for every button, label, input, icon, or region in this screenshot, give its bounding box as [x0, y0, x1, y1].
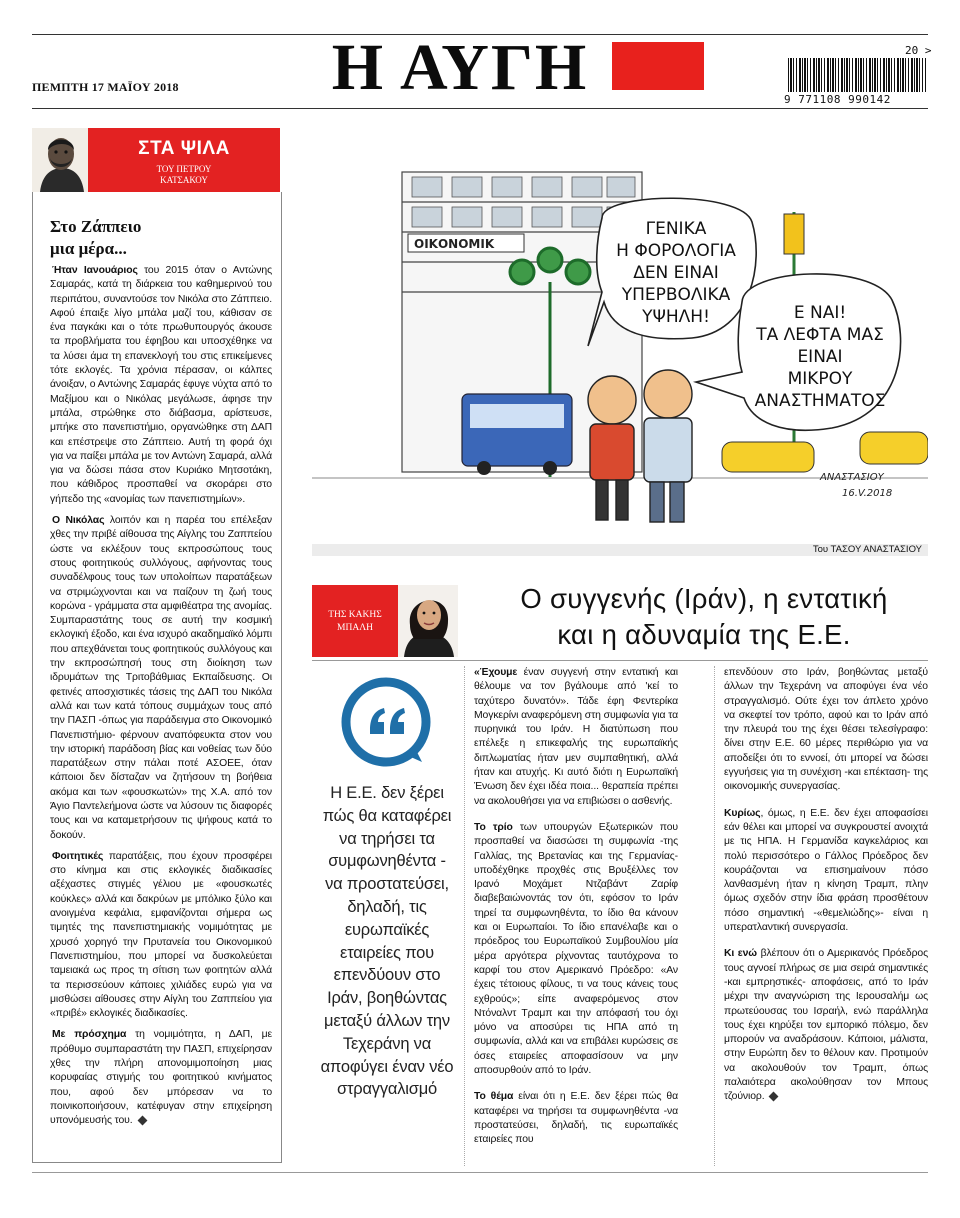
- paragraph-lead: Φοιτητικές: [52, 850, 104, 862]
- paragraph-text: έναν συγγενή στην εντατική και θέλουμε να τον βγάλουμε από 'κεί το ταχύτερο δυνατόν». Τάδε έφη Φεντερίκα Μογκερίνι αναφερόμενη στη συμφωνία για τα πυρηνικά του Ιράν. Η διατύπωση που επέλεξε η επικεφαλής της ευρωπαϊκής διπλωματίας ήταν μεν συμπαθητική, αλλά ήταν και ατυχής. Κι αυτό διότι η Ευρωπαϊκή Ένωση δεν έχει ιδέα ποια... θεραπεία πρέπει να ακολουθήσει για να επιβιώσει ο ασθενής.: [474, 667, 678, 807]
- column-paragraph: [50, 1028, 272, 1128]
- article-title-rule: [312, 660, 928, 661]
- paragraph-text: του 2015 όταν ο Αντώνης Σαμαράς, κατά τη διάρκεια του καθημερινού του περιπάτου, συναντούσε τον Νικόλα στο Ζάππειο. Αφού έπαιξε λίγο μπάλα μαζί του, κάθισαν σε ένα παγκάκι και ο τότε πρωθυπουργός άκουσε τα προβλήματα του έφηβου και υποσχέθηκε να τα λύσει άμα τη επανεκλογή του στις επικείμενες τότε εκλογές. Τα χρόνια πέρασαν, οι κάλπες άνοιξαν, ο Αντώνης Σαμαράς έφυγε νύχτα από το Μαξίμου και ο Νικόλας μεγάλωσε, άφησε την μπάλα, στρώθηκε στο διάβασμα, αρίστευσε, μπήκε στο πανεπιστήμιο, οργανώθηκε στη ΔΑΠ και επέστρεψε στο Ζάππειο. Αυτή τη φορά όχι για να παίξει μπάλα με τον Αντώνη Σαμαρά, αλλά για να δώσει πάσα στον Κυριάκο Μητσοτάκη, που κάθιδρος προσπαθεί να σκοράρει στο γήπεδο της «ανομίας των πανεπιστημίων».: [50, 265, 272, 505]
- bubble1-line: ΓΕΝΙΚΑ: [645, 219, 707, 239]
- masthead-date: ΠΕΜΠΤΗ 17 ΜΑΪΟΥ 2018: [32, 80, 179, 94]
- article-paragraph: [724, 807, 928, 936]
- paragraph-text: τη νομιμότητα, η ΔΑΠ, με πρόθυμο συμπαραστάτη την ΠΑΣΠ, επιχείρησαν χθες την πλήρη απονομιμοποίηση μιας κορυφαίας στιγμής του φοιτητικού κινήματος που, αφού δεν μπόρεσαν να το ποινικοποιήσουν, κατέφυγαν στην επιχείρηση υπονόμευσής του.: [50, 1029, 272, 1127]
- paragraph-lead: Το τρίο: [474, 821, 513, 833]
- paragraph-text: βλέπουν ότι ο Αμερικανός Πρόεδρος τους αγνοεί πλήρως σε μια σειρά σημαντικές -και εμπρηστικές- αποφάσεις, από το Ιράν μέχρι την αναγνώριση της Ιερουσαλήμ ως πρωτεύουσας του Ισραήλ, ενώ παράλληλα τους έχει κηρύξει τον εμπορικό πόλεμο, δεν μπορούν να αναδράσουν. Κάποιοι, μάλιστα, στην Ευρώπη δεν το θέλουν καν. Προτιμούν να ακολουθούν τον Τραμπ, όπως παλαιότερα ακολούθησαν τον Μπους τζούνιορ.: [724, 948, 928, 1103]
- article-title-line2: και η αδυναμία της Ε.Ε.: [557, 619, 851, 650]
- cartoon-sign-text: ΟΙΚΟΝΟΜΙΚ: [414, 237, 495, 251]
- article-paragraph: [474, 666, 678, 809]
- page-bottom-rule: [32, 1172, 928, 1173]
- barcode-bars: [788, 58, 926, 92]
- masthead-bottom-rule: [32, 108, 928, 109]
- cartoon-signature-date: 16.V.2018: [842, 488, 893, 499]
- article-column-b: [724, 666, 928, 1166]
- paragraph-text: παρατάξεις, που έχουν προσφέρει στο κίνημα και στις εκλογικές διαδικασίες αξέχαστες στιγμές γέλιου με «φουσκωτές κούκλες» αλλά και δακρύων με μπόλικο ξύλο και ανοιγμένα κεφάλια, εμφανίζονται σήμερα ως τιμητές της πανεπιστημιακής νομιμότητας με χρυσό χορηγό την Πρυτανεία του Οικονομικού Πανεπιστημίου, που μπορεί να δυσκολεύεται ταμειακά ως προς τη σίτιση των φοιτητών αλλά τα περισσεύουν κάποιες χιλιάδες ευρώ για να μισθώσει αίθουσες στην Αίγλη του Ζαππείου για «πριβέ» εκλογικές διαδικασίες.: [50, 850, 272, 1020]
- bubble2-line: ΕΙΝΑΙ: [797, 347, 843, 367]
- bubble1-line: ΥΨΗΛΗ!: [642, 307, 710, 327]
- column-headline-line2: μια μέρα...: [50, 239, 127, 258]
- paragraph-lead: Με πρόσχημα: [52, 1029, 127, 1041]
- bubble2-line: ΤΑ ΛΕΦΤΑ ΜΑΣ: [756, 325, 884, 345]
- article-column-a: [474, 666, 678, 1166]
- paragraph-text: επενδύουν στο Ιράν, βοηθώντας μεταξύ άλλων την Τεχεράνη να αποφύγει ένα νέο στραγγαλισμό. Ούτε έχει τον άπλετο χρόνο να σκεφτεί τον τρόπο, αφού και το Ιράν από την πλευρά του της έχει θέσει τελεσίγραφο: δίνει στην Ε.Ε. 60 μέρες περιθώριο για να αποδείξει ότι το εννοεί, ότι μπορεί να δώσει εγγυήσεις για τη συνέχιση -και επέκταση- της οικονομικής συνεργασίας.: [724, 667, 928, 793]
- article-paragraph: [474, 1090, 678, 1147]
- column-paragraph: [50, 850, 272, 1022]
- author-portrait-icon: [398, 585, 458, 657]
- bubble1-line: ΥΠΕΡΒΟΛΙΚΑ: [621, 285, 731, 305]
- column-headline: [50, 216, 270, 260]
- bubble1-line: ΔΕΝ ΕΙΝΑΙ: [633, 263, 719, 283]
- article-author-line2: ΜΠΑΛΗ: [337, 623, 373, 633]
- bubble2-line: ΜΙΚΡΟΥ: [787, 369, 853, 389]
- columnist-portrait-icon: [32, 128, 88, 192]
- diamond-end-icon: [769, 1092, 779, 1102]
- bubble2-line: Ε ΝΑΙ!: [793, 303, 847, 323]
- article-paragraph: [724, 666, 928, 795]
- quote-mark-icon: [340, 676, 432, 768]
- article-title: [476, 581, 932, 653]
- paragraph-lead: Κι ενώ: [724, 948, 757, 960]
- barcode-number: 9 771108 990142: [784, 93, 891, 106]
- column-section-title: ΣΤΑ ΨΙΛΑ: [138, 138, 230, 159]
- editorial-cartoon: [312, 132, 928, 546]
- quote-bubble-icon: [340, 676, 432, 768]
- pull-quote: Η Ε.Ε. δεν ξέρει πώς θα καταφέρει να τηρήσει τα συμφωνηθέντα - να προστατεύσει, δηλαδή, τις ευρωπαϊκές εταιρείες που επενδύουν στο Ιράν, βοηθώντας μεταξύ άλλων την Τεχεράνη να αποφύγει έναν νέο στραγγαλισμό: [320, 784, 454, 1099]
- column-divider: [464, 666, 465, 1166]
- paragraph-text: είναι ότι η Ε.Ε. δεν ξέρει πώς θα καταφέρει να τηρήσει τα συμφωνηθέντα -να προστατεύσει, δηλαδή, τις ευρωπαϊκές εταιρείες που: [474, 1091, 678, 1146]
- cartoon-credit: Του ΤΑΣΟΥ ΑΝΑΣΤΑΣΙΟΥ: [812, 544, 922, 555]
- bubble2-line: ΑΝΑΣΤΗΜΑΤΟΣ: [754, 391, 886, 411]
- barcode: [784, 58, 928, 104]
- column-author-line1: ΤΟΥ ΠΕΤΡΟΥ: [156, 164, 212, 174]
- article-author-photo: [398, 585, 458, 657]
- article-author-line1: ΤΗΣ ΚΑΚΗΣ: [328, 610, 382, 620]
- article-paragraph: [474, 821, 678, 1078]
- article-paragraph: [724, 947, 928, 1104]
- column-body: [50, 264, 272, 1154]
- column-author-line2: ΚΑΤΣΑΚΟΥ: [160, 175, 208, 185]
- bubble1-line: Η ΦΟΡΟΛΟΓΙΑ: [616, 241, 736, 261]
- columnist-portrait: [32, 128, 89, 192]
- masthead-red-block: [612, 42, 704, 90]
- paragraph-text: λοιπόν και η παρέα του επέλεξαν χθες την πριβέ αίθουσα της Αίγλης του Ζαππείου ώστε να εκλέξουν τους εκπροσώπους τους στους φοιτητικούς συλλόγους, αφήνοντας τους συναδέλφους τους των υπολοίπων παρατάξεων να στριμώχνονται και να παίζουν τη ζωή τους κορώνα - γράμματα στα αμφιθέατρα της ανομίας. Συμπαραστάτης τους σε αυτή την κοσμική εκλογική έξοδο, και ένα ισχυρό ακαδημαϊκό λόμπι που απεχθάνεται τους φοιτητικούς συλλόγους και την εκπροσώπησή τους στη διοίκηση των ιδρυμάτων της Τριτοβάθμιας Εκπαίδευσης. Οι φετινές αποσχιστικές τάσεις της ΔΑΠ του Νικόλα αλλά και των κατά τόπους συμμάχων τους από την ΠΑΣΠ -όπως για παράδειγμα στο Οικονομικό Πανεπιστήμιο- φέρνουν αναπόφευκτα στον νου την ιστορική παράδοση βίας και νοθείας των δύο παρατάξεων στην πάλαι ποτέ ΑΣΟΕΕ, όταν κάποιοι δεν δίσταζαν να ζητήσουν τη βοήθεια ακόμα και των «φουσκωτών» της Χ.Α. από τον Άγιο Παντελεήμονα ώστε να λύσουν τις διαφορές τους και να καταμετρήσουν τις ψήφους κατά το δοκούν.: [50, 515, 272, 841]
- paragraph-text: των υπουργών Εξωτερικών που προσπαθεί να διασώσει τη συμφωνία -της Γαλλίας, της Βρετανίας και της Γερμανίας- υποδέχθηκε προχθές στις Βρυξέλλες τον Ιρανό Μοχάμετ Ντζαβάντ Ζαρίφ διαβεβαιώνοντάς τον ότι, εφόσον το Ιράν τηρεί τα συμφωνηθέντα, το ίδιο θα κάνουν και οι Ευρωπαίοι. Το ίδιο επανέλαβε και ο πρόεδρος του Ευρωπαϊκού Συμβουλίου μία μέρα αργότερα ρίχνοντας ταυτόχρονα το καρφί του στον Αμερικανό Πρόεδρο: «Αν έχεις τέτοιους φίλους, τι να τους κάνεις τους εχθρούς»; είπε αναφερόμενος στον Ντόναλντ Τραμπ και την απόφασή του όχι μόνο να αποσύρει τις ΗΠΑ από τη συμφωνία, αλλά και να επιβάλει κυρώσεις σε όσες εταιρείες αποφασίσουν να μην αποσυρθούν από το Ιράν.: [474, 821, 678, 1077]
- article-title-line1: Ο συγγενής (Ιράν), η εντατική: [520, 583, 888, 614]
- article-author: [312, 609, 398, 635]
- cartoon-signature: ΑΝΑΣΤΑΣΙΟΥ: [820, 472, 884, 483]
- paragraph-lead: «Έχουμε: [474, 667, 518, 678]
- paragraph-lead: Το θέμα: [474, 1091, 514, 1103]
- paragraph-lead: Ο Νικόλας: [52, 515, 105, 527]
- paragraph-text: , όμως, η Ε.Ε. δεν έχει αποφασίσει εάν θέλει και μπορεί να συγκρουστεί ανοιχτά με τις ΗΠΑ. Η Γερμανίδα καγκελάριος και πολύ περισσότερο ο Γάλλος Πρόεδρος δεν κουράζονται να επισημαίνουν πόσο λανθασμένη ήταν η κίνηση Τραμπ, πλην όμως σχεδόν στην ίδια φράση προσθέτουν πόσο σημαντική -«θεμελιώδης»- είναι η υπερατλαντική συνεργασία.: [724, 807, 928, 934]
- column-paragraph: [50, 264, 272, 507]
- column-paragraph: [50, 514, 272, 843]
- paragraph-lead: Ήταν Ιανουάριος: [52, 265, 138, 276]
- diamond-end-icon: [137, 1116, 147, 1126]
- cartoon-illustration: [312, 132, 928, 546]
- masthead-title: Η ΑΥΓΗ: [331, 31, 589, 104]
- column-author: [88, 164, 280, 186]
- barcode-addon: 20 >: [905, 44, 932, 57]
- column-headline-line1: Στο Ζάππειο: [50, 217, 142, 236]
- paragraph-lead: Κυρίως: [724, 807, 761, 819]
- column-divider: [714, 666, 715, 1166]
